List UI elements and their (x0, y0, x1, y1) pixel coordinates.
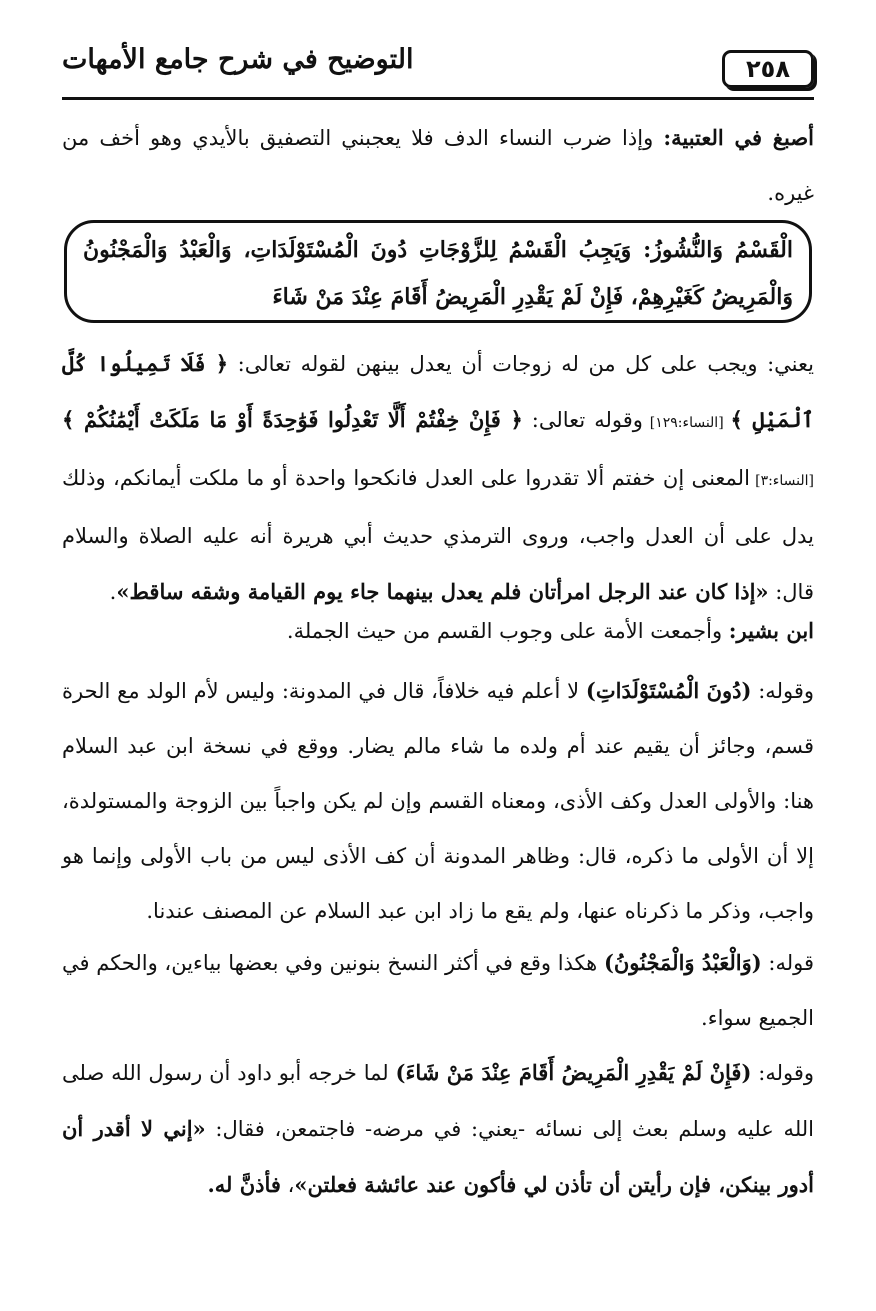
paragraph-text: لا أعلم فيه خلافاً، قال في المدونة: وليس لأم الولد مع الحرة قسم، وجائز أن يقيم عند أم ولده ما شاء مالم يضار. ووقع في نسخة ابن عبد السلام هنا: والأولى العدل وكف الأذى، ومعناه القسم وإن لم يكن واجباً بين الزوجة والمستولدة، إلا أن الأولى ما ذكره، قال: وظاهر المدونة أن كف الأذى ليس من باب الأولى وإنما هو واجب، وذكر ما ذكرناه عنها، ولم يقع ما زاد ابن عبد السلام عن المصنف عندنا. (62, 679, 814, 923)
quran-quote: ﴿ فَإِنْ خِفْتُمْ أَلَّا تَعْدِلُوا فَوَٰحِدَةً أَوْ مَا مَلَكَتْ أَيْمَٰنُكُمْ ﴾ (62, 407, 523, 432)
paragraph-ibn-bashir (62, 603, 814, 659)
paragraph-commentary (62, 336, 814, 620)
matn-quote: (وَالْعَبْدُ وَالْمَجْنُونُ) (603, 950, 762, 975)
speaker-label: ابن بشير: (728, 618, 814, 643)
book-title: التوضيح في شرح جامع الأمهات (62, 44, 414, 75)
paragraph-text: وقوله: (751, 1061, 815, 1085)
paragraph-text: وأجمعت الأمة على وجوب القسم من حيث الجملة. (286, 619, 729, 643)
paragraph-text: وقوله تعالى: (522, 408, 643, 432)
paragraph-text: وإذا ضرب النساء الدف فلا يعجبني التصفيق بالأيدي وهو أخف من غيره. (62, 126, 814, 205)
header-divider (62, 97, 814, 100)
matn-text: الْقَسْمُ وَالنُّشُوزُ: وَيَجِبُ الْقَسْمُ لِلزَّوْجَاتِ دُونَ الْمُسْتَوْلَدَاتِ، وَالْعَبْدُ وَالْمَجْنُونُ وَالْمَرِيضُ كَغَيْرِهِمْ، فَإِنْ لَمْ يَقْدِرِ الْمَرِيضُ أَقَامَ عِنْدَ مَنْ شَاءَ (83, 237, 793, 310)
matn-box (64, 220, 812, 323)
paragraph-text: هكذا وقع في أكثر النسخ بنونين وفي بعضها بياءين، والحكم في الجميع سواء. (62, 951, 814, 1030)
hadith-quote: «إني لا أقدر أن أدور بينكن، فإن رأيتن أن تأذن لي فأكون عند عائشة فعلتن» (62, 1116, 814, 1197)
page-number: ٢٥٨ (722, 50, 814, 88)
matn-quote: (دُونَ الْمُسْتَوْلَدَاتِ) (585, 678, 752, 703)
paragraph-abd-majnun (62, 935, 814, 1046)
hadith-quote: «إذا كان عند الرجل امرأتان فلم يعدل بينهما جاء يوم القيامة وشقه ساقط» (116, 579, 769, 604)
paragraph-text: وقوله: (751, 679, 814, 703)
paragraph-asbagh (62, 110, 814, 221)
paragraph-text: ، (280, 1173, 295, 1197)
quran-quote: ﴿ فَلَا تَمِيلُوا كُلَّ ٱلْمَيْلِ ﴾ (62, 351, 814, 432)
paragraph-text: يعني: ويجب على كل من له زوجات أن يعدل بينهن لقوله تعالى: (228, 352, 814, 376)
paragraph-mustawladat (62, 663, 814, 939)
quran-reference: [النساء:٣] (749, 473, 814, 489)
matn-quote: (فَإِنْ لَمْ يَقْدِرِ الْمَرِيضُ أَقَامَ عِنْدَ مَنْ شَاءَ) (395, 1060, 752, 1085)
closing-text: فأذنَّ له. (207, 1172, 281, 1197)
paragraph-marid (62, 1045, 814, 1213)
paragraph-text: المعنى إن خفتم ألا تقدروا على العدل فانكحوا واحدة أو ما ملكت أيمانكم، وذلك يدل على أن العدل واجب، وروى الترمذي حديث أبي هريرة أنه عليه الصلاة والسلام قال: (62, 466, 814, 604)
paragraph-text: لما خرجه أبو داود أن رسول الله صلى الله عليه وسلم بعث إلى نسائه -يعني: في مرضه- فاجتمعن، فقال: (62, 1061, 814, 1141)
paragraph-text: قوله: (761, 951, 815, 975)
quran-reference: [النساء:١٢٩] (642, 415, 731, 431)
page-header (62, 40, 814, 98)
paragraph-text: . (109, 580, 117, 604)
speaker-label: أصبغ في العتبية: (663, 125, 814, 150)
